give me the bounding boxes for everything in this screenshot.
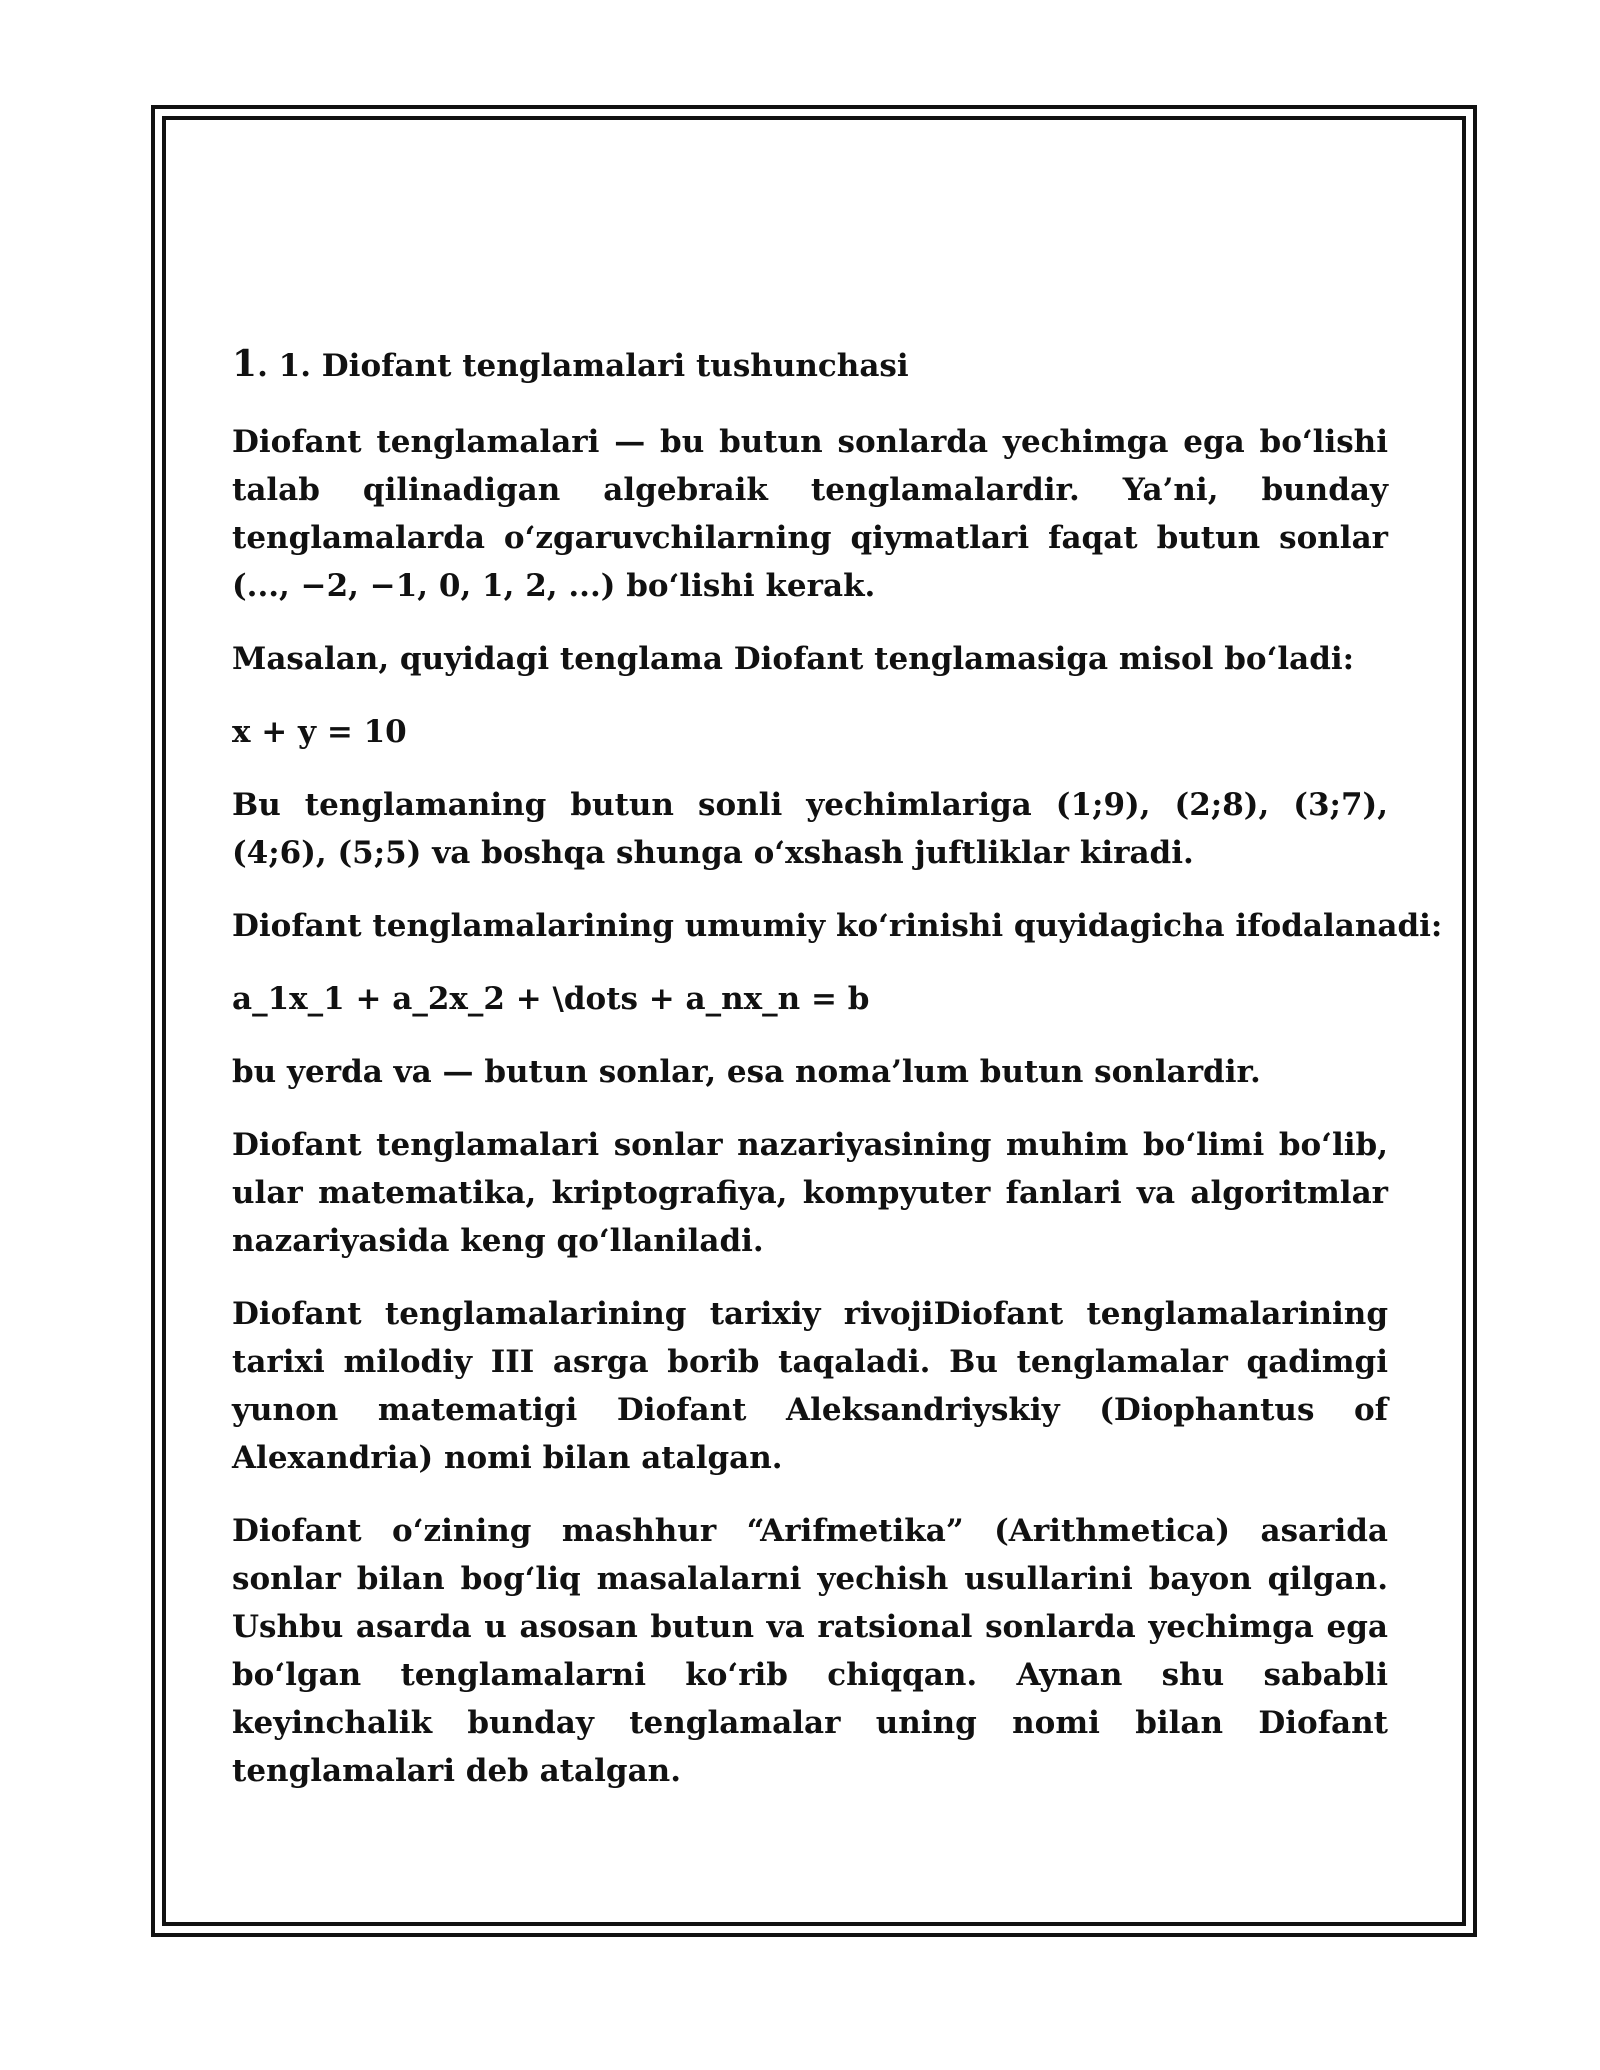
section-heading <box>232 340 1388 390</box>
paragraph-variables-note: bu yerda va — butun sonlar, esa noma’lum butun sonlardir. <box>232 1054 1261 1090</box>
paragraph-history: Diofant tenglamalarining tarixiy rivojiDiofant tenglamalarining tarixi milodiy III asrga borib taqaladi. Bu tenglamalar qadimgi yunon matematigi Diofant Aleksandriyskiy (Diophantus of Alexandria) nomi bilan atalgan. <box>232 1296 1388 1476</box>
section-number: 1 <box>232 343 258 385</box>
equation-general-form: a_1x_1 + a_2x_2 + \dots + a_nx_n = b <box>232 981 870 1017</box>
paragraph-definition: Diofant tenglamalari — bu butun sonlarda yechimga ega bo‘lishi talab qilinadigan algebraik tenglamalardir. Ya’ni, bunday tenglamalarda o‘zgaruvchilarning qiymatlari faqat butun sonlar (..., −2, −1, 0, 1, 2, ...) bo‘lishi kerak. <box>232 424 1388 604</box>
paragraph-applications: Diofant tenglamalari sonlar nazariyasining muhim bo‘limi bo‘lib, ular matematika, kriptografiya, kompyuter fanlari va algoritmlar nazariyasida keng qo‘llaniladi. <box>232 1127 1388 1259</box>
paragraph-example-intro: Masalan, quyidagi tenglama Diofant tenglamasiga misol bo‘ladi: <box>232 641 1355 677</box>
document-body <box>232 340 1443 1820</box>
paragraph-arithmetica: Diofant o‘zining mashhur “Arifmetika” (Arithmetica) asarida sonlar bilan bog‘liq masalalarni yechish usullarini bayon qilgan. Ushbu asarda u asosan butun va ratsional sonlarda yechimga ega bo‘lgan tenglamalarni ko‘rib chiqqan. Aynan shu sababli keyinchalik bunday tenglamalar uning nomi bilan Diofant tenglamalari deb atalgan. <box>232 1513 1388 1789</box>
section-title: . 1. Diofant tenglamalari tushunchasi <box>257 348 909 384</box>
paragraph-general-form-intro: Diofant tenglamalarining umumiy ko‘rinishi quyidagicha ifodalanadi: <box>232 908 1443 944</box>
paragraph-solutions: Bu tenglamaning butun sonli yechimlariga (1;9), (2;8), (3;7), (4;6), (5;5) va boshqa shunga o‘xshash juftliklar kiradi. <box>232 787 1388 871</box>
equation-example: x + y = 10 <box>232 714 407 750</box>
